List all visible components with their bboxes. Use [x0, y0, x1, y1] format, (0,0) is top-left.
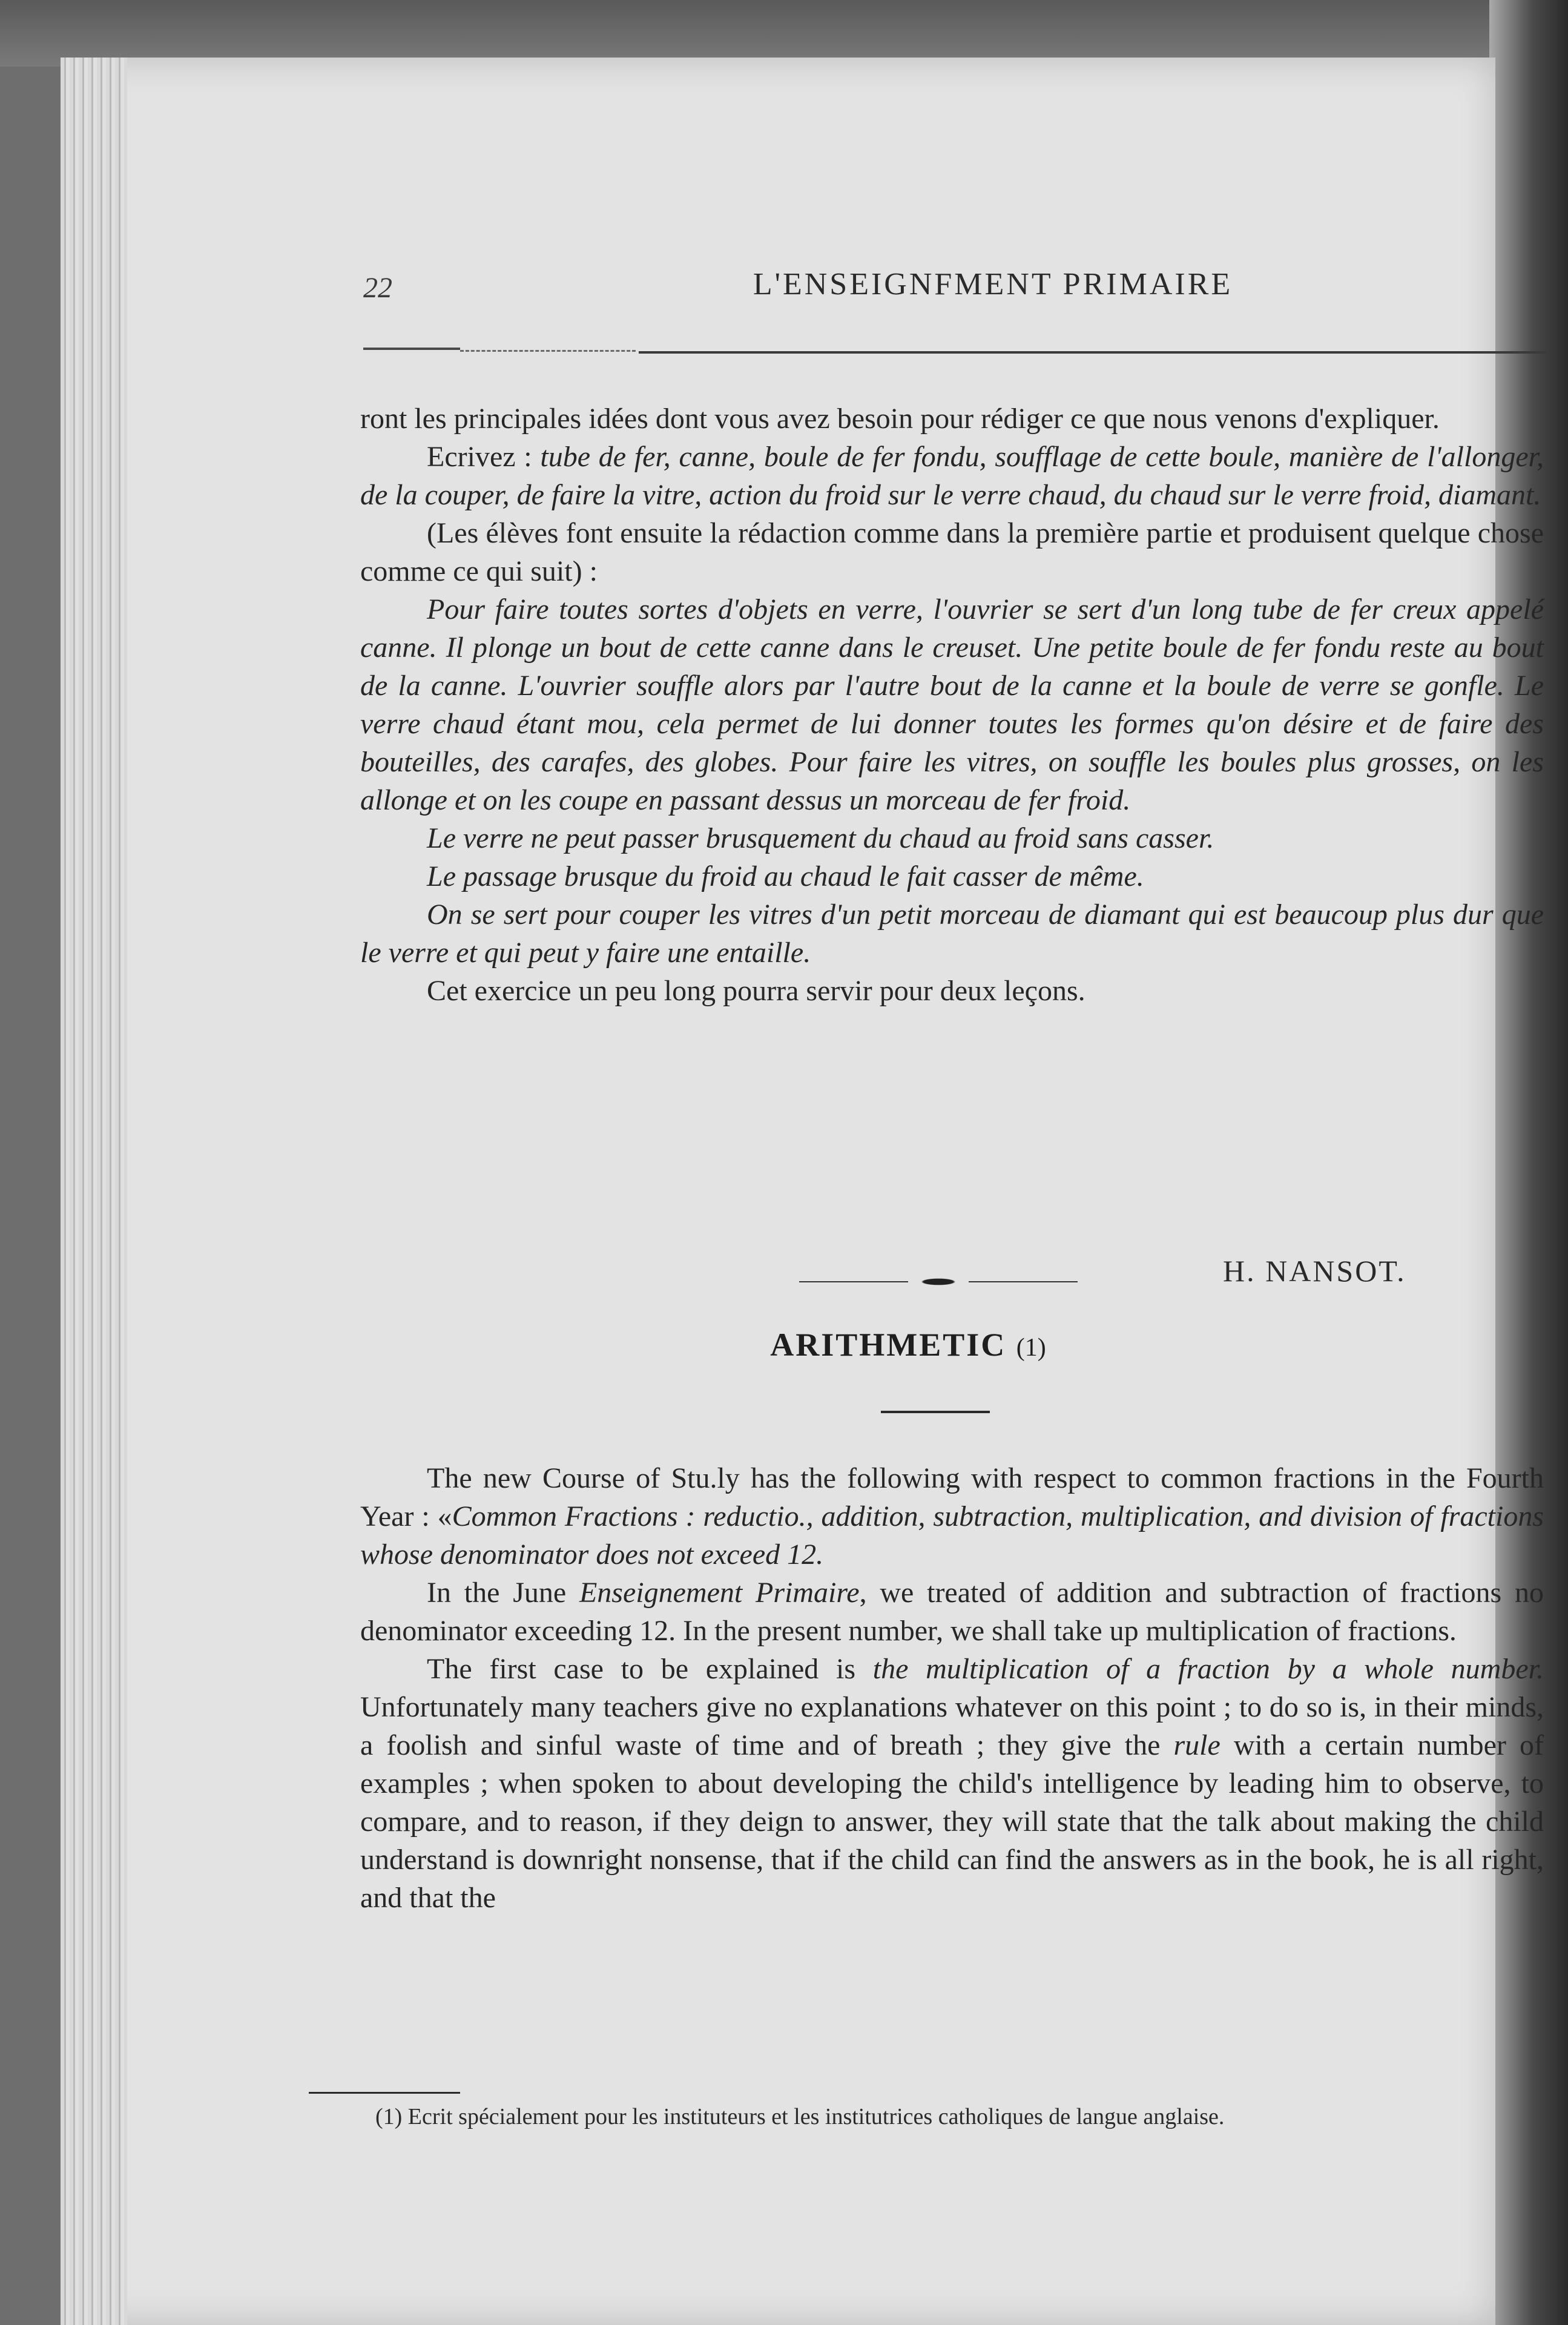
- italic-text-run: Le verre ne peut passer brusquement du chaud au froid sans casser.: [427, 822, 1214, 854]
- paragraph: [360, 590, 1544, 819]
- text-run: (Les élèves font ensuite la rédaction comme dans la première partie et produisent quelque chose comme ce qui suit) :: [360, 517, 1544, 587]
- italic-text-run: the multiplication of a fraction by a whole number.: [872, 1653, 1544, 1685]
- section-title: [605, 1326, 1211, 1364]
- header-rule-right: [639, 351, 1547, 354]
- paragraph: [360, 438, 1544, 514]
- italic-text-run: Pour faire toutes sortes d'objets en verre, l'ouvrier se sert d'un long tube de fer creux appelé canne. Il plonge un bout de cette canne dans le creuset. Une petite boule de fer fondu reste au bout de la canne. L'ouvrier souffle alors par l'autre bout de la canne et la boule de verre se gonfle. Le verre chaud étant mou, cela permet de lui donner toutes les formes qu'on désire et de faire des bouteilles, des carafes, des globes. Pour faire les vitres, on souffle les boules plus grosses, on les allonge et on les coupe en passant dessus un morceau de fer froid.: [360, 593, 1544, 816]
- section-title-rule: [881, 1411, 990, 1413]
- section-title-text: ARITHMETIC: [770, 1327, 1007, 1363]
- paragraph: [360, 819, 1544, 857]
- italic-text-run: Enseignement Primaire: [579, 1577, 860, 1609]
- paragraph: [360, 857, 1544, 895]
- text-run: Cet exercice un peu long pourra servir pour deux leçons.: [427, 975, 1085, 1007]
- italic-text-run: tube de fer, canne, boule de fer fondu, soufflage de cette boule, manière de l'allonger, de la couper, de faire la vitre, action du froid sur le verre chaud, du chaud sur le verre froid, diamant.: [360, 441, 1544, 511]
- book-page: [61, 58, 1495, 2325]
- italic-text-run: Le passage brusque du froid au chaud le fait casser de même.: [427, 860, 1144, 892]
- italic-text-run: On se sert pour couper les vitres d'un petit morceau de diamant qui est beaucoup plus dur que le verre et qui peut y faire une entaille.: [360, 899, 1544, 969]
- footnote-rule: [309, 2092, 460, 2094]
- italic-text-run: Common Fractions : reductio., addition, subtraction, multiplication, and division of fractions whose denominator does not exceed 12.: [360, 1500, 1544, 1571]
- paragraph: [360, 1574, 1544, 1650]
- footnote: (1) Ecrit spécialement pour les instituteurs et les institutrices catholiques de langue anglaise.: [375, 2104, 1225, 2129]
- scan-background-top: [0, 0, 1568, 67]
- paragraph: [360, 514, 1544, 590]
- scan-background-right: [1489, 0, 1568, 2325]
- article2-body: [360, 1459, 1544, 1917]
- text-run: The new Course of Stu.ly has the following with respect to common fractions in the Fourth Year : «: [360, 1462, 1544, 1532]
- paragraph: [360, 895, 1544, 972]
- page-header: [363, 266, 1544, 315]
- text-run: ront les principales idées dont vous avez besoin pour rédiger ce que nous venons d'expliquer.: [360, 403, 1440, 435]
- footnote-reference: (1): [1016, 1334, 1046, 1362]
- page-number: 22: [363, 272, 392, 304]
- text-run: In the June: [427, 1577, 579, 1609]
- paragraph: [360, 972, 1544, 1010]
- header-rule-left: [363, 348, 460, 350]
- header-rule-dashed: [460, 350, 636, 352]
- running-title: L'ENSEIGNFMENT PRIMAIRE: [753, 267, 1233, 302]
- italic-text-run: rule: [1173, 1729, 1220, 1761]
- article1-body: [360, 400, 1544, 1010]
- paragraph: [360, 1650, 1544, 1917]
- text-run: with a certain number of examples ; when spoken to about developing the child's intelligence by leading him to observe, to compare, and to reason, if they deign to answer, they will state that the talk about making the child understand is downright nonsense, that if the child can find the answers as in the book, he is all right, and that the: [360, 1729, 1544, 1914]
- paragraph: [360, 400, 1544, 438]
- paragraph: [360, 1459, 1544, 1574]
- author-signature: H. NANSOT.: [1223, 1254, 1406, 1288]
- text-run: Ecrivez :: [427, 441, 541, 473]
- text-run: , we treated of addition and subtraction of fractions no denominator exceeding 12. In the present number, we shall take up multiplication of fractions.: [360, 1577, 1544, 1647]
- text-run: Unfortunately many teachers give no explanations whatever on this point ; to do so is, in their minds, a foolish and sinful waste of time and of breath ; they give the: [360, 1691, 1544, 1761]
- section-divider-ornament: [799, 1275, 1078, 1289]
- page-edges: [61, 58, 127, 2325]
- text-run: The first case to be explained is: [427, 1653, 873, 1685]
